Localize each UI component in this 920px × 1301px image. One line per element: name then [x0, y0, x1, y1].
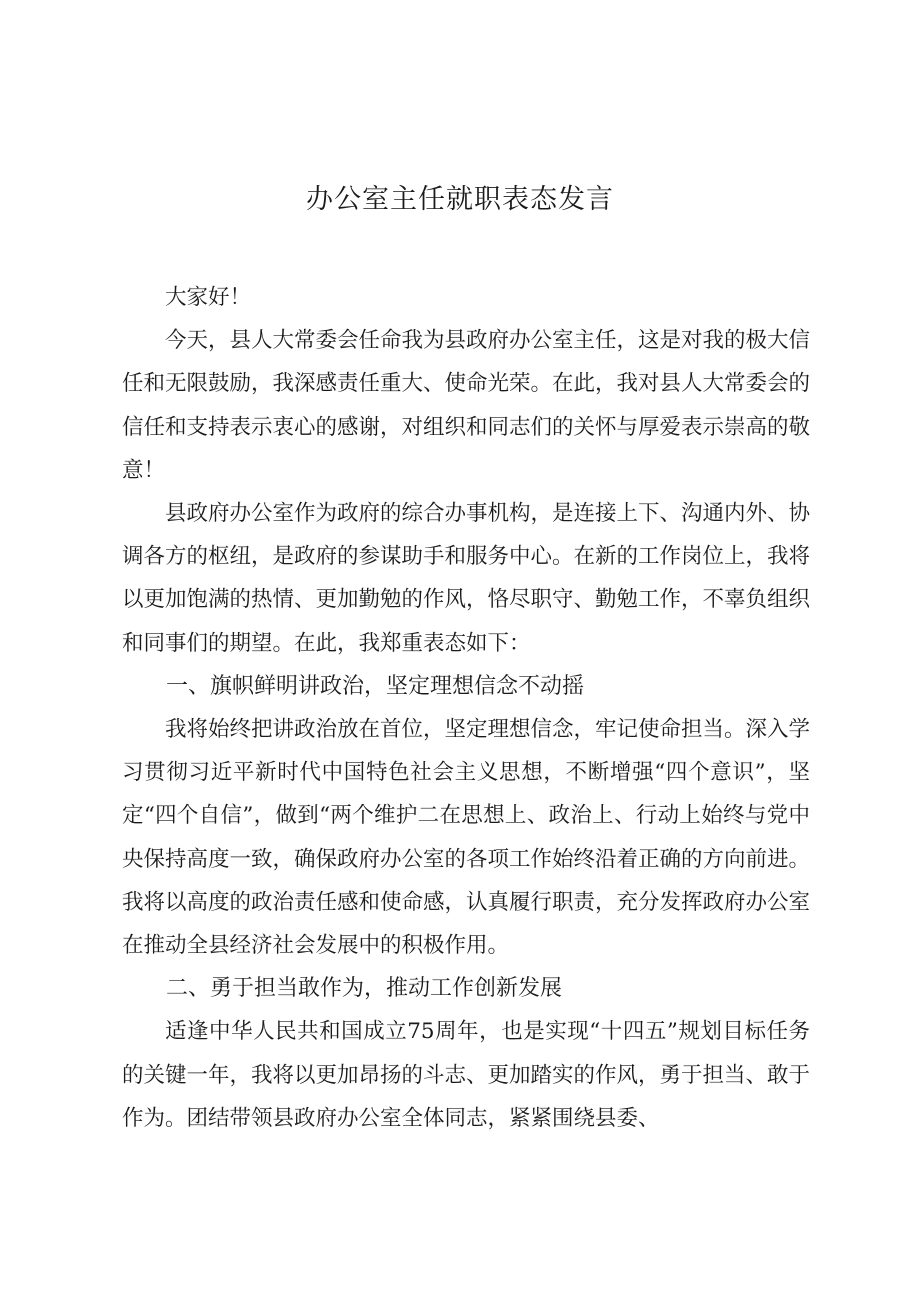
paragraph-intro-1: 今天，县人大常委会任命我为县政府办公室主任，这是对我的极大信任和无限鼓励，我深感责任重大、使命光荣。在此，我对县人大常委会的信任和支持表示衷心的感谢，对组织和同志们的关怀与厚爱表示崇高的敬意！	[122, 328, 811, 483]
paragraph-intro-2: 县政府办公室作为政府的综合办事机构，是连接上下、沟通内外、协调各方的枢纽，是政府的参谋助手和服务中心。在新的工作岗位上，我将以更加饱满的热情、更加勤勉的作风，恪尽职守、勤勉工作，不辜负组织和同事们的期望。在此，我郑重表态如下：	[122, 501, 811, 656]
greeting: 大家好！	[165, 285, 252, 310]
section-body-2: 适逢中华人民共和国成立75周年，也是实现“十四五”规划目标任务的关键一年，我将以更加昂扬的斗志、更加踏实的作风，勇于担当、敢于作为。团结带领县政府办公室全体同志，紧紧围绕县委、	[122, 1019, 811, 1131]
document-title: 办公室主任就职表态发言	[306, 184, 614, 215]
section-heading-2: 二、勇于担当敢作为，推动工作创新发展	[166, 976, 563, 1002]
section-body-1: 我将始终把讲政治放在首位，坚定理想信念，牢记使命担当。深入学习贯彻习近平新时代中国特色社会主义思想，不断增强“四个意识”，坚定“四个自信”，做到“两个维护二在思想上、政治上、行动上始终与党中央保持高度一致，确保政府办公室的各项工作始终沿着正确的方向前进。我将以高度的政治责任感和使命感，认真履行职责，充分发挥政府办公室在推动全县经济社会发展中的积极作用。	[122, 717, 811, 959]
document-body	[122, 276, 810, 1140]
section-heading-1: 一、旗帜鲜明讲政治，坚定理想信念不动摇	[166, 673, 585, 699]
